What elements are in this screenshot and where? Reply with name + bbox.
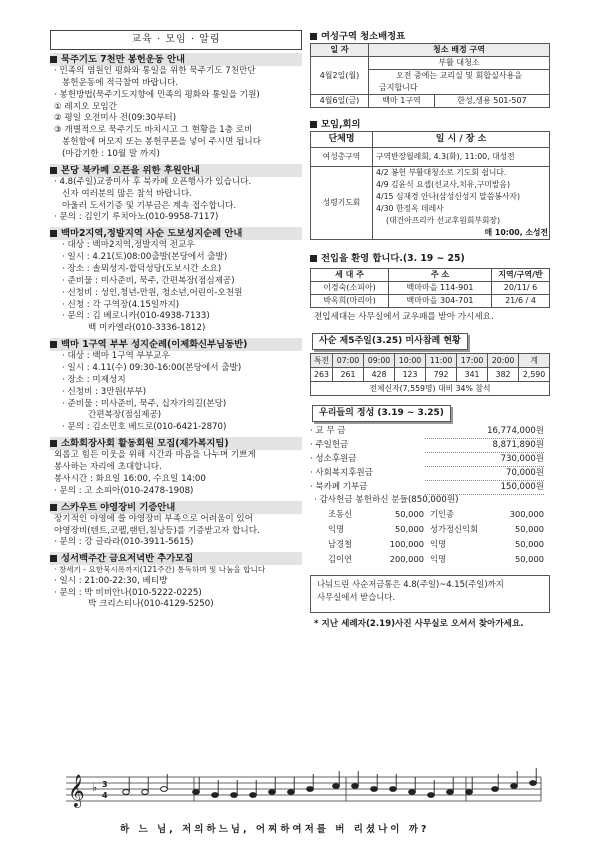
attendance-header: 17:00	[457, 353, 488, 367]
note-head	[428, 793, 435, 798]
offering-label: · 성소후원금	[310, 453, 357, 464]
text-line: · 일시 : 21:00-22:30, 베티방	[54, 575, 168, 586]
text-line: · 민족의 염원인 평화와 통일을 위한 묵주기도 7천만단	[54, 66, 256, 76]
newcomers-table	[310, 268, 550, 308]
table-cell: 이경숙(소피아)	[311, 282, 389, 295]
square-bullet-icon	[50, 341, 57, 348]
text-line: 백 미카엘라(010-3336-1812)	[88, 323, 206, 334]
square-bullet-icon	[50, 504, 57, 511]
square-bullet-icon	[310, 121, 317, 128]
piggy-bank-notice	[310, 575, 550, 613]
thanks-offering-label: · 감사헌금 봉헌하신 분들(850,000원)	[314, 494, 459, 505]
table-header: 청소 배정 구역	[369, 44, 550, 57]
rosary-campaign-title: 묵주기도 7천만 봉헌운동 안내	[50, 53, 302, 66]
attendance-count: 123	[395, 367, 426, 381]
attendance-count: 428	[364, 367, 395, 381]
volunteer-title: 소화회장사회 활동회원 모집(재가복지팀)	[50, 437, 302, 450]
offering-title: 우리들의 정성 (3.19 ~ 3.25)	[312, 405, 451, 422]
square-bullet-icon	[50, 56, 57, 63]
note-head	[352, 784, 359, 789]
text-line: 나눠드린 사순저금통은 4.8(주일)~4.15(주일)까지	[317, 578, 504, 589]
text-line: · 신청 : 각 구역장(4.15일까지)	[62, 299, 180, 310]
text-line: 4/30 한정옥 데레사	[376, 204, 444, 213]
text-line: 장기적인 야영에 쓸 야영장비 부족으로 어려움이 있어	[54, 513, 254, 524]
table-cell: 성령기도회	[311, 167, 373, 240]
note-head	[511, 784, 518, 789]
attendance-header: 07:00	[333, 353, 364, 367]
donor-entry: 50,000	[394, 508, 424, 519]
donor-entry: 남경철	[328, 538, 353, 549]
attendance-header: 특전	[311, 353, 333, 367]
baptism-photo-notice: * 지난 세례자(2.19)사진 사무실로 오셔서 찾아가세요.	[314, 618, 524, 629]
meeting-title: 모임,회의	[310, 118, 550, 131]
text-line: (마감기한 : 10월 말 까지)	[62, 149, 160, 160]
pilgrimage-notice	[50, 227, 302, 335]
donor-entry: 50,000	[394, 523, 424, 534]
note-head	[466, 790, 473, 795]
attendance-header: 11:00	[426, 353, 457, 367]
bible-study-notice	[50, 552, 302, 611]
text-line: 4/9 김윤식 요셉(선교사,치유,구미발음)	[376, 180, 510, 189]
table-cell: 백마마을 304-701	[389, 295, 492, 308]
text-line: · 문의 : 김인기 루치아노(010-9958-7117)	[54, 212, 219, 223]
book-cafe-notice	[50, 164, 302, 224]
note-head	[530, 781, 537, 786]
offering-row	[310, 481, 550, 495]
text-line: ① 레지오 모임간	[54, 101, 117, 112]
attendance-count: 261	[333, 367, 364, 381]
text-line: 매 10:00, 소성전	[484, 228, 548, 237]
text-line: · 장소 : 미제성지	[62, 374, 126, 385]
text-line: · 문의 : 강 글라라(010-3911-5615)	[54, 537, 194, 548]
cleaning-table	[310, 43, 550, 108]
text-line: 4/15 심재경 안나(삼성신성지 말씀봉사자)	[376, 192, 521, 201]
volunteer-notice	[50, 437, 302, 497]
text-line: · 대상 : 백마2지역,정발지역 전교우	[62, 240, 195, 251]
offering-label: · 교 무 금	[310, 425, 346, 436]
text-line: · 4.8(주일)교중미사 후 북카페 오픈행사가 있습니다.	[54, 176, 252, 187]
note-head	[288, 790, 295, 795]
offering-amount: 150,000원	[425, 481, 544, 495]
note-head	[371, 787, 378, 792]
donor-entry: 김이연	[328, 553, 353, 564]
left-column	[50, 30, 302, 611]
text-line: · 창세기 - 요한묵시록까지(121주간) 통독하며 및 나눔을 합니다	[54, 565, 266, 575]
donor-entry: 50,000	[514, 538, 544, 549]
text-line: 외롭고 힘든 이웃을 위해 시간과 마음을 나누며 기쁘게	[54, 450, 256, 461]
donor-entry: 익명	[430, 538, 447, 549]
text-line: 야영장비(텐트,코펠,랜턴,침낭등)를 기증받고자 합니다.	[54, 525, 260, 536]
square-bullet-icon	[50, 167, 57, 174]
offering-label: · 사회복지후원금	[310, 467, 373, 478]
text-line: ② 평일 오전미사 전(09:30부터)	[54, 113, 177, 124]
text-line: · 일시 : 4.11(수) 09:30-16:00(본당에서 출발)	[62, 363, 242, 374]
table-cell: 부활 대청소	[369, 57, 550, 70]
table-header: 단체명	[311, 132, 373, 148]
table-cell: 박옥희(마리아)	[311, 295, 389, 308]
attendance-count: 263	[311, 367, 333, 381]
text-line: · 문의 : 김소민호 베드로(010-6421-2870)	[62, 422, 227, 433]
offering-amount: 70,000원	[425, 467, 544, 481]
offering-amount: 8,871,890원	[425, 439, 544, 453]
staff-lines	[66, 777, 541, 801]
text-line: 간편복장(점심제공)	[88, 410, 162, 421]
text-line: 사무실에서 받습니다.	[317, 591, 396, 602]
attendance-header: 10:00	[395, 353, 426, 367]
table-cell: 금지합니다	[369, 82, 550, 95]
donor-entry: 300,000	[509, 508, 544, 519]
text-line: 신자 여러분의 많은 참석 바랍니다.	[62, 188, 192, 199]
donor-list	[310, 507, 550, 567]
rosary-campaign-notice	[50, 53, 302, 161]
text-line: 봉사하는 자리에 초대합니다.	[54, 462, 162, 473]
donor-entry: 조동신	[328, 508, 353, 519]
text-line: · 봉헌방법(묵주기도지향에 민족의 평화와 통일을 기원)	[54, 89, 260, 100]
attendance-count: 382	[488, 367, 519, 381]
bible-study-title: 성서백주간 금요저녁반 추가모집	[50, 552, 302, 565]
prayer-meeting-cell	[373, 167, 550, 240]
text-line: · 대상 : 백마 1구역 부부교우	[62, 351, 170, 362]
square-bullet-icon	[50, 440, 57, 447]
text-line: · 문의 : 고 소피아(010-2478-1908)	[54, 485, 194, 496]
table-cell: 4월6일(금)	[311, 95, 369, 108]
attendance-header: 09:00	[364, 353, 395, 367]
note-head	[409, 790, 416, 795]
table-cell: 구역반장월례회, 4.3(화), 11:00, 대성전	[373, 148, 550, 167]
square-bullet-icon	[50, 555, 57, 562]
scout-title: 스카우트 야영장비 기증안내	[50, 501, 302, 514]
table-header: 일 자	[311, 44, 369, 57]
attendance-count: 792	[426, 367, 457, 381]
attendance-section	[310, 327, 550, 396]
offering-row	[310, 425, 550, 439]
note-head	[307, 787, 314, 792]
offering-amount: 730,000원	[425, 453, 544, 467]
donor-entry: 100,000	[389, 538, 424, 549]
newcomers-section	[310, 252, 550, 324]
scout-notice	[50, 501, 302, 550]
newcomers-title: 전입을 환영 합니다.(3. 19 ~ 25)	[310, 252, 550, 265]
square-bullet-icon	[50, 230, 57, 237]
note-head	[142, 790, 149, 795]
text-line: · 준비물 : 미사준비, 묵주, 십자가의길(본당)	[62, 398, 227, 409]
square-bullet-icon	[310, 255, 317, 262]
table-header: 주 소	[389, 269, 492, 282]
attendance-header: 계	[519, 353, 550, 367]
text-line: 봉사시간 : 화요일 16:00, 수요일 14:00	[54, 473, 206, 484]
attendance-count: 2,590	[519, 367, 550, 381]
table-cell: 한성,생용 501-507	[434, 95, 549, 108]
meeting-table	[310, 131, 550, 240]
donor-entry: 50,000	[514, 523, 544, 534]
offering-row	[310, 453, 550, 467]
donor-entry: 기인종	[430, 508, 455, 519]
attendance-total: 전체신자(7,559명) 대비 34% 참석	[311, 381, 550, 395]
note-head	[333, 784, 340, 789]
right-column	[310, 30, 550, 631]
table-header: 세 대 주	[311, 269, 389, 282]
note-head	[212, 793, 219, 798]
text-line: · 신청비 : 성인,청년-만원, 청소년,어린이-오천원	[62, 287, 243, 298]
note-head	[492, 787, 499, 792]
table-cell: 21/6 / 4	[492, 295, 550, 308]
note-head	[231, 793, 238, 798]
treble-clef-icon: 𝄞	[68, 774, 85, 807]
time-signature-icon: 3	[102, 780, 108, 789]
attendance-header: 20:00	[488, 353, 519, 367]
text-line: 봉헌운동에 적극참여 바랍니다.	[62, 77, 179, 88]
table-header: 지역/구역/반	[492, 269, 550, 282]
text-line: 4/2 봉헌 부활대청소로 기도회 쉽니다.	[376, 168, 507, 177]
text-line: (대건아프리카 선교후원회부회장)	[386, 216, 501, 225]
book-cafe-title: 본당 북카페 오픈을 위한 후원안내	[50, 164, 302, 177]
newcomers-note: 전입세대는 사무실에서 교우패를 받아 가시세요.	[314, 312, 494, 322]
table-header: 일 시 / 장 소	[373, 132, 550, 148]
donor-entry: 성가정신익회	[430, 523, 479, 534]
couple-pilgrimage-notice	[50, 338, 302, 434]
note-head	[447, 790, 454, 795]
table-cell: 여성총구역	[311, 148, 373, 167]
donor-entry: 50,000	[514, 553, 544, 564]
text-line: 아울러 도서기증 및 기부금은 계속 접수합니다.	[62, 200, 237, 211]
note-head	[269, 790, 276, 795]
donor-entry: 익명	[328, 523, 345, 534]
text-line: · 일시 : 4.21(토)08:00출발(본당에서 출발)	[62, 252, 228, 263]
attendance-title: 사순 제5주일(3.25) 미사참례 현황	[312, 333, 468, 350]
hymn-lyrics: 하 느 님, 저의하느님, 어찌하여저를 버 리셨나이 까?	[120, 824, 430, 835]
flat-icon: ♭	[92, 781, 98, 794]
note-head	[123, 790, 130, 795]
table-cell: 백마 1구역	[369, 95, 435, 108]
offering-row	[310, 467, 550, 481]
time-signature-icon: 4	[102, 791, 108, 800]
text-line: · 준비물 : 미사준비, 묵주, 간편복장(점심제공)	[62, 275, 235, 286]
text-line: 봉헌함에 머모지 또는 봉헌쿠폰을 넣어 주시면 됩니다	[62, 137, 262, 148]
pilgrimage-title: 백마2지역,정발지역 사순 도보성지순례 안내	[50, 227, 302, 240]
cleaning-schedule	[310, 30, 550, 108]
square-bullet-icon	[310, 33, 317, 40]
table-cell: 백마마을 114-901	[389, 282, 492, 295]
text-line: ③ 개별적으로 묵주기도 바치시고 그 현황을 1층 로비	[54, 125, 253, 136]
note-head	[193, 790, 200, 795]
text-line: · 문의 : 김 베로니카(010-4938-7133)	[62, 311, 210, 322]
note-head	[390, 787, 397, 792]
text-line: · 장소 : 솔뫼성지-합덕성당(도보시간 소요)	[62, 264, 222, 275]
text-line: · 신청비 : 3만원(부부)	[62, 386, 147, 397]
attendance-count: 341	[457, 367, 488, 381]
table-cell: 20/11/ 6	[492, 282, 550, 295]
donor-entry: 익명	[430, 553, 447, 564]
offering-row	[310, 439, 550, 453]
donor-entry: 200,000	[389, 553, 424, 564]
table-cell: 4월2일(월)	[311, 57, 369, 95]
couple-pilgrimage-title: 백마 1구역 부부 성지순례(이제화신부님동반)	[50, 338, 302, 351]
note-head	[161, 787, 168, 792]
cleaning-title: 여성구역 청소배정표	[310, 30, 550, 43]
attendance-table	[310, 353, 550, 396]
section-banner: 교육 · 모임 · 알림	[50, 30, 302, 50]
meeting-schedule	[310, 118, 550, 240]
table-cell: 오전 중에는 교리실 및 회합실사용을	[369, 70, 550, 83]
text-line: 박 크리스티나(010-4129-5250)	[88, 599, 214, 610]
offering-label: · 북카페 기부금	[310, 481, 368, 492]
offering-label: · 주일헌금	[310, 439, 349, 450]
offering-amount: 16,774,000원	[425, 425, 544, 439]
note-head	[250, 793, 257, 798]
text-line: · 문의 : 박 비비안나(010-5222-0225)	[54, 587, 202, 598]
offering-section	[310, 399, 550, 631]
